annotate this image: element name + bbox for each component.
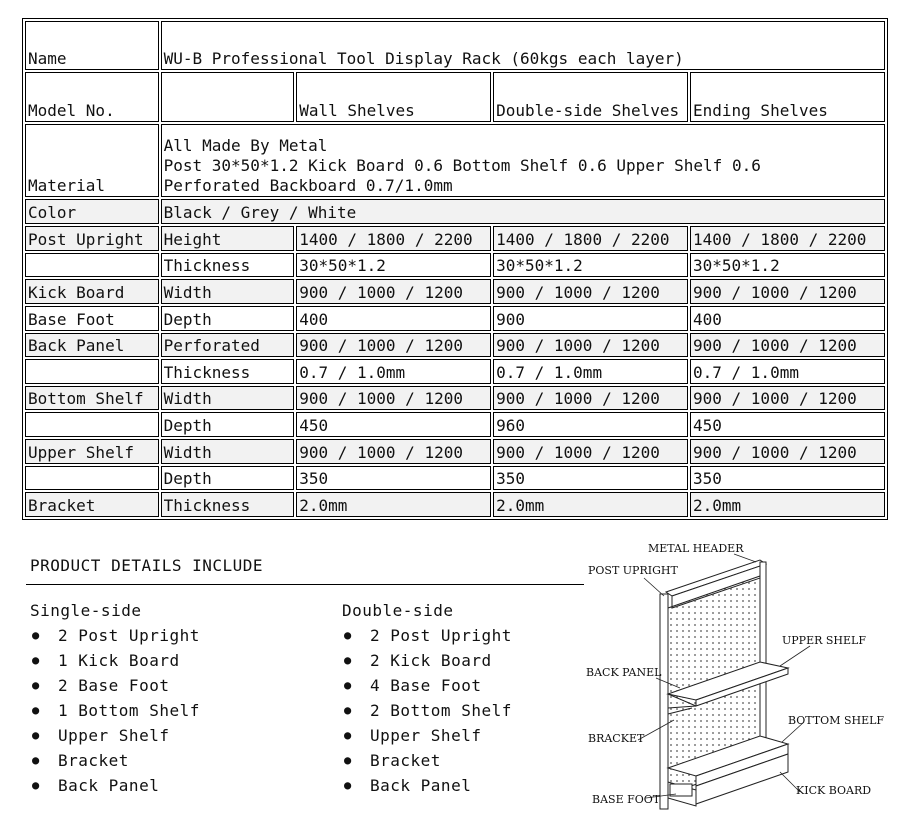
spec-ending-cell: 900 / 1000 / 1200 (690, 386, 885, 411)
spec-wall-cell: 900 / 1000 / 1200 (296, 279, 491, 304)
spec-double-cell: 2.0mm (493, 492, 688, 517)
material-value (161, 124, 885, 198)
bullet-icon: ● (344, 753, 352, 767)
label-kick-board: KICK BOARD (796, 784, 872, 797)
list-item (30, 673, 200, 698)
bullet-icon: ● (344, 653, 352, 667)
list-item (30, 773, 200, 798)
label-bottom-shelf: BOTTOM SHELF (788, 714, 884, 727)
spec-category-cell (25, 466, 159, 491)
label-metal-header: METAL HEADER (648, 542, 744, 555)
spec-wall-cell: 400 (296, 306, 491, 331)
spec-ending-cell: 900 / 1000 / 1200 (690, 439, 885, 464)
spec-category-cell: Kick Board (25, 279, 159, 304)
spec-double-cell: 900 / 1000 / 1200 (493, 279, 688, 304)
spec-ending-cell: 0.7 / 1.0mm (690, 359, 885, 384)
spec-category-cell: Upper Shelf (25, 439, 159, 464)
list-item (342, 723, 512, 748)
list-item (342, 748, 512, 773)
spec-category-cell: Bracket (25, 492, 159, 517)
spec-double-cell: 960 (493, 412, 688, 437)
list-item (342, 623, 512, 648)
list-item (342, 673, 512, 698)
label-bracket: BRACKET (588, 732, 645, 745)
spec-attribute-cell: Height (161, 226, 295, 251)
bullet-icon: ● (32, 728, 40, 742)
double-side-items (342, 623, 512, 798)
bullet-icon: ● (344, 703, 352, 717)
spec-row (25, 253, 885, 278)
material-line: Post 30*50*1.2 Kick Board 0.6 Bottom Shelf 0.6 Upper Shelf 0.6 (163, 156, 761, 176)
rack-diagram (584, 532, 884, 822)
label-post-upright: POST UPRIGHT (588, 564, 678, 577)
spec-double-cell: 1400 / 1800 / 2200 (493, 226, 688, 251)
list-item-label: 2 Post Upright (58, 626, 200, 645)
list-item-label: 1 Bottom Shelf (58, 701, 200, 720)
spec-attribute-cell: Thickness (161, 359, 295, 384)
list-item (342, 648, 512, 673)
spec-table (22, 18, 888, 520)
bullet-icon: ● (32, 628, 40, 642)
list-item (30, 723, 200, 748)
spec-attribute-cell: Depth (161, 306, 295, 331)
spec-row (25, 226, 885, 251)
col-header-double: Double-side Shelves (493, 72, 688, 121)
single-side-items (30, 623, 200, 798)
color-value: Black / Grey / White (161, 199, 885, 224)
spec-wall-cell: 900 / 1000 / 1200 (296, 333, 491, 358)
spec-ending-cell: 350 (690, 466, 885, 491)
list-item-label: 2 Base Foot (58, 676, 170, 695)
model-empty-cell (161, 72, 295, 121)
spec-category-cell (25, 253, 159, 278)
list-item-label: 1 Kick Board (58, 651, 180, 670)
spec-wall-cell: 30*50*1.2 (296, 253, 491, 278)
spec-attribute-cell: Thickness (161, 253, 295, 278)
list-item-label: 2 Kick Board (370, 651, 492, 670)
list-item (30, 623, 200, 648)
double-side-list (342, 598, 512, 798)
list-item-label: 2 Post Upright (370, 626, 512, 645)
spec-row (25, 279, 885, 304)
spec-double-cell: 0.7 / 1.0mm (493, 359, 688, 384)
label-base-foot: BASE FOOT (592, 793, 661, 806)
list-item-label: 4 Base Foot (370, 676, 482, 695)
spec-ending-cell: 900 / 1000 / 1200 (690, 333, 885, 358)
list-item (342, 773, 512, 798)
spec-category-cell: Base Foot (25, 306, 159, 331)
spec-category-cell (25, 412, 159, 437)
spec-wall-cell: 900 / 1000 / 1200 (296, 439, 491, 464)
spec-row (25, 412, 885, 437)
name-label: Name (25, 21, 159, 70)
spec-wall-cell: 900 / 1000 / 1200 (296, 386, 491, 411)
single-side-list (30, 598, 200, 798)
model-label: Model No. (25, 72, 159, 121)
bullet-icon: ● (32, 753, 40, 767)
spec-category-cell: Bottom Shelf (25, 386, 159, 411)
col-header-ending: Ending Shelves (690, 72, 885, 121)
bullet-icon: ● (32, 678, 40, 692)
list-item-label: 2 Bottom Shelf (370, 701, 512, 720)
name-value: WU-B Professional Tool Display Rack (60kgs each layer) (161, 21, 885, 70)
bullet-icon: ● (344, 678, 352, 692)
spec-wall-cell: 450 (296, 412, 491, 437)
spec-row (25, 359, 885, 384)
bullet-icon: ● (32, 653, 40, 667)
spec-double-cell: 30*50*1.2 (493, 253, 688, 278)
list-item-label: Upper Shelf (370, 726, 482, 745)
col-header-wall: Wall Shelves (296, 72, 491, 121)
spec-ending-cell: 900 / 1000 / 1200 (690, 279, 885, 304)
spec-category-cell: Back Panel (25, 333, 159, 358)
single-side-heading: Single-side (30, 601, 142, 620)
spec-wall-cell: 1400 / 1800 / 2200 (296, 226, 491, 251)
list-item-label: Bracket (58, 751, 129, 770)
spec-attribute-cell: Width (161, 386, 295, 411)
details-title: PRODUCT DETAILS INCLUDE (30, 556, 264, 575)
spec-wall-cell: 0.7 / 1.0mm (296, 359, 491, 384)
spec-attribute-cell: Thickness (161, 492, 295, 517)
list-item-label: Back Panel (370, 776, 472, 795)
list-item-label: Upper Shelf (58, 726, 170, 745)
spec-attribute-cell: Depth (161, 412, 295, 437)
double-side-heading: Double-side (342, 601, 454, 620)
bullet-icon: ● (32, 778, 40, 792)
spec-attribute-cell: Depth (161, 466, 295, 491)
details-divider (26, 584, 584, 585)
bullet-icon: ● (344, 628, 352, 642)
material-label: Material (25, 124, 159, 198)
spec-category-cell (25, 359, 159, 384)
spec-row (25, 306, 885, 331)
spec-double-cell: 900 / 1000 / 1200 (493, 439, 688, 464)
spec-attribute-cell: Perforated (161, 333, 295, 358)
base-foot (668, 782, 696, 806)
spec-row (25, 333, 885, 358)
spec-row (25, 492, 885, 517)
list-item-label: Back Panel (58, 776, 160, 795)
spec-row (25, 386, 885, 411)
spec-ending-cell: 1400 / 1800 / 2200 (690, 226, 885, 251)
spec-ending-cell: 30*50*1.2 (690, 253, 885, 278)
material-line: Perforated Backboard 0.7/1.0mm (163, 176, 453, 196)
spec-wall-cell: 2.0mm (296, 492, 491, 517)
spec-attribute-cell: Width (161, 279, 295, 304)
spec-ending-cell: 2.0mm (690, 492, 885, 517)
spec-ending-cell: 450 (690, 412, 885, 437)
spec-double-cell: 350 (493, 466, 688, 491)
color-label: Color (25, 199, 159, 224)
spec-double-cell: 900 / 1000 / 1200 (493, 386, 688, 411)
bullet-icon: ● (32, 703, 40, 717)
spec-double-cell: 900 / 1000 / 1200 (493, 333, 688, 358)
bullet-icon: ● (344, 728, 352, 742)
spec-row (25, 439, 885, 464)
material-line: All Made By Metal (163, 136, 328, 156)
list-item-label: Bracket (370, 751, 441, 770)
spec-row (25, 466, 885, 491)
label-back-panel: BACK PANEL (586, 666, 662, 679)
list-item (30, 748, 200, 773)
list-item (30, 648, 200, 673)
bullet-icon: ● (344, 778, 352, 792)
spec-ending-cell: 400 (690, 306, 885, 331)
list-item (30, 698, 200, 723)
spec-attribute-cell: Width (161, 439, 295, 464)
spec-category-cell: Post Upright (25, 226, 159, 251)
spec-wall-cell: 350 (296, 466, 491, 491)
spec-double-cell: 900 (493, 306, 688, 331)
list-item (342, 698, 512, 723)
label-upper-shelf: UPPER SHELF (782, 634, 866, 647)
